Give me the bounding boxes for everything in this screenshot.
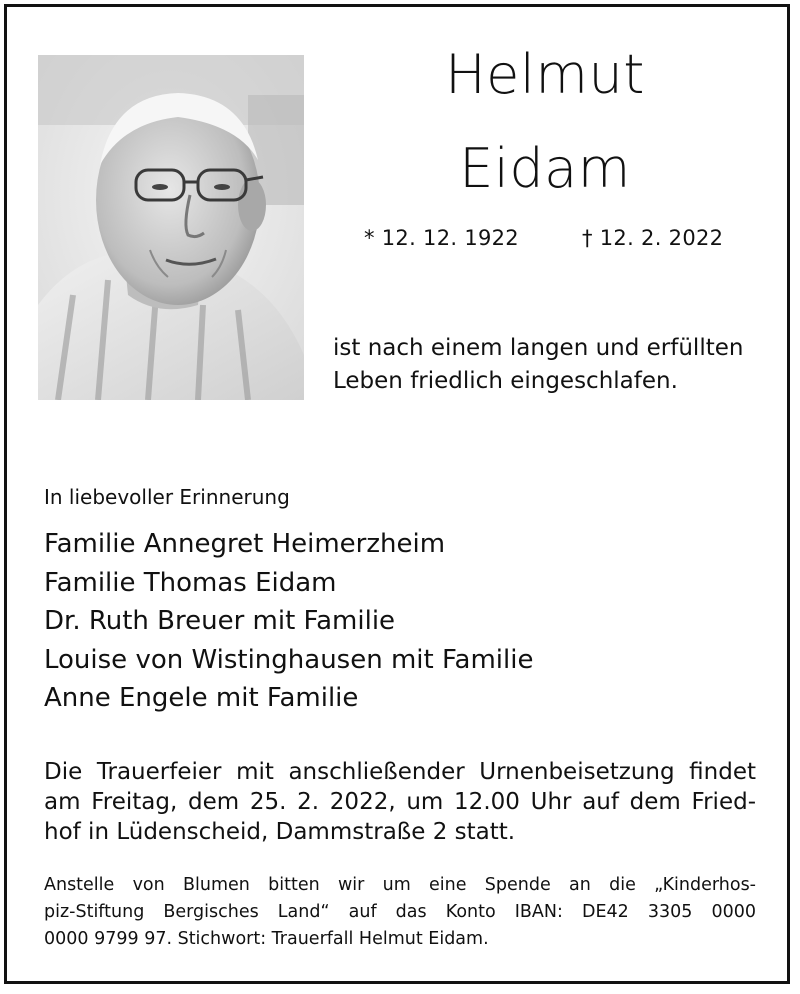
donation-note xyxy=(44,872,756,953)
donation-line: piz-Stiftung Bergisches Land“ auf das Konto IBAN: DE42 3305 0000 xyxy=(44,902,756,922)
memory-label: In liebevoller Erinnerung xyxy=(44,485,290,509)
portrait-photo xyxy=(38,55,304,400)
mourners-list xyxy=(44,525,533,718)
ceremony-info xyxy=(44,757,756,847)
mourner-entry: Louise von Wistinghausen mit Familie xyxy=(44,644,534,675)
mourner-entry: Familie Annegret Heimerzheim xyxy=(44,529,446,559)
ceremony-line: hof in Lüdenscheid, Dammstraße 2 statt. xyxy=(44,819,516,845)
birth-date: * 12. 12. 1922 xyxy=(364,226,519,250)
donation-line: Anstelle von Blumen bitten wir um eine Spende an die „Kinderhos- xyxy=(44,875,756,895)
ceremony-line: Die Trauerfeier mit anschließender Urnenbeisetzung findet xyxy=(44,759,756,785)
mourner-entry: Anne Engele mit Familie xyxy=(44,683,359,713)
mourner-entry: Familie Thomas Eidam xyxy=(44,567,337,598)
death-date: † 12. 2. 2022 xyxy=(582,226,724,250)
deceased-first-name: Helmut xyxy=(445,43,645,106)
mourner-entry: Dr. Ruth Breuer mit Familie xyxy=(44,606,396,636)
intro-text xyxy=(333,332,773,398)
intro-line: Leben friedlich eingeschlafen. xyxy=(333,368,678,394)
ceremony-line: am Freitag, dem 25. 2. 2022, um 12.00 Uhr auf dem Fried- xyxy=(44,789,756,815)
intro-line: ist nach einem langen und erfüllten xyxy=(333,335,744,361)
deceased-last-name: Eidam xyxy=(459,137,631,200)
donation-line: 0000 9799 97. Stichwort: Trauerfall Helmut Eidam. xyxy=(44,929,489,949)
